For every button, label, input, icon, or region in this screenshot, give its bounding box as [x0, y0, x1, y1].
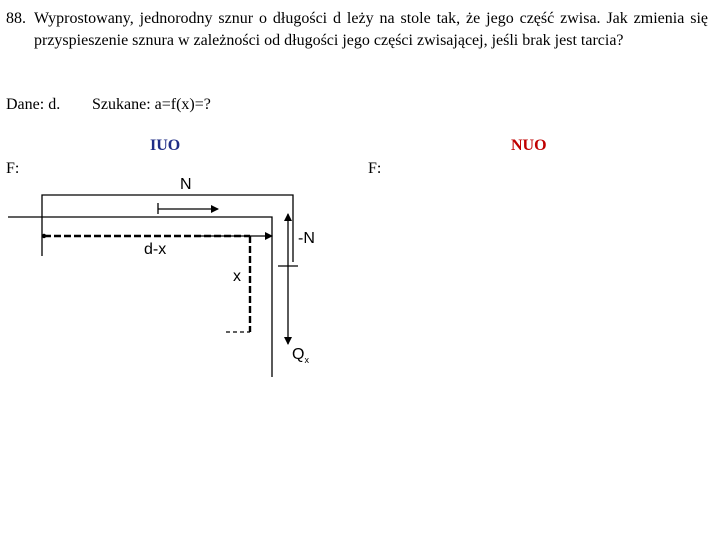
- q-symbol: Q: [292, 346, 305, 363]
- problem-text: Wyprostowany, jednorodny sznur o długości d leży na stole tak, że jego część zwisa. Jak zmienia się przyspieszenie sznura w zależności od długości jego części zwisającej, jeśli brak jest tarcia?: [34, 10, 708, 49]
- sought-text: Szukane: a=f(x)=?: [92, 96, 211, 113]
- iuo-label: IUO: [150, 137, 181, 154]
- x-label: x: [233, 268, 241, 285]
- minus-n-force-label: -N: [298, 230, 315, 247]
- d-minus-x-label: d-x: [144, 241, 167, 258]
- nuo-label: NUO: [511, 137, 547, 154]
- force-label-left: F:: [6, 160, 20, 177]
- force-label-right: F:: [368, 160, 382, 177]
- rope-end-dot: [42, 234, 46, 238]
- q-subscript: x: [304, 355, 309, 366]
- problem-number: 88.: [6, 10, 26, 27]
- table-back-outline: [42, 195, 293, 262]
- n-force-label: N: [180, 176, 192, 193]
- given-text: Dane: d.: [6, 96, 61, 113]
- qx-force-label: [292, 346, 309, 365]
